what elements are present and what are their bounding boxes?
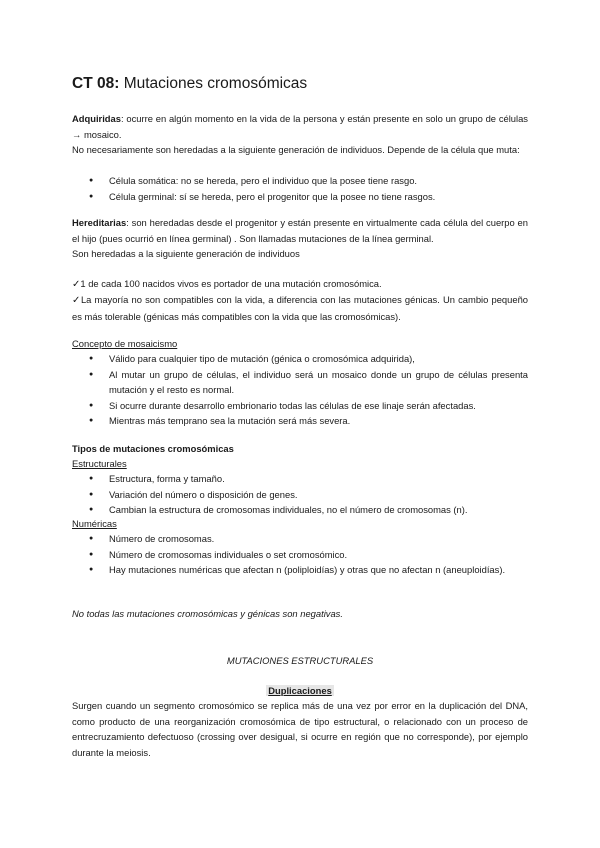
tipos-heading: Tipos de mutaciones cromosómicas	[72, 443, 234, 454]
list-item: ● Si ocurre durante desarrollo embrionario todas las células de ese linaje serán afectadas.	[72, 398, 528, 414]
section-heading: MUTACIONES ESTRUCTURALES	[226, 655, 374, 666]
list-item: ● Célula germinal: sí se hereda, pero el progenitor que la posee no tiene rasgos.	[72, 189, 528, 205]
mosaicismo-heading: Concepto de mosaicismo	[72, 338, 178, 349]
adquiridas-paragraph	[72, 111, 528, 142]
check-icon: ✓	[72, 279, 81, 290]
list-item: ● Variación del número o disposición de genes.	[72, 487, 528, 503]
duplicaciones-paragraph: Surgen cuando un segmento cromosómico se replica más de una vez por error en la duplicación del DNA, como producto de una reorganización cromosómica de tipo estructural, o relacionado con un proceso de entrecruzamiento defectuoso (crossing over desigual, si ocurre en región que no corresponde), por ejemplo durante la meiosis.	[72, 700, 528, 758]
adquiridas-text: : ocurre en algún momento en la vida de la persona y están presente en solo un grupo de células → mosaico.	[72, 113, 528, 140]
list-item: ● Al mutar un grupo de células, el individuo será un mosaico donde un grupo de células presenta mutación y el resto es normal.	[72, 367, 528, 398]
numericas-list	[72, 531, 528, 578]
estructurales-list	[72, 471, 528, 518]
list-item: ● Mientras más temprano sea la mutación será más severa.	[72, 413, 528, 429]
hereditarias-text: : son heredadas desde el progenitor y están presente en virtualmente cada célula del cuerpo en el hijo (pues ocurrió en línea germinal) . Son llamadas mutaciones de la línea germinal.	[72, 217, 528, 244]
mosaicismo-list	[72, 351, 528, 429]
title-code: CT 08:	[72, 75, 120, 92]
list-item: ● Número de cromosomas individuales o set cromosómico.	[72, 547, 528, 563]
fact-1	[72, 276, 528, 293]
estructurales-subheading: Estructurales	[72, 458, 127, 469]
check-icon: ✓	[72, 295, 81, 306]
hereditarias-paragraph-2: Son heredadas a la siguiente generación de individuos	[72, 248, 300, 259]
list-item: ● Estructura, forma y tamaño.	[72, 471, 528, 487]
list-item: ● Número de cromosomas.	[72, 531, 528, 547]
tipos-note: No todas las mutaciones cromosómicas y génicas son negativas.	[72, 608, 343, 619]
title-text: Mutaciones cromosómicas	[123, 75, 308, 92]
adquiridas-label: Adquiridas	[72, 113, 121, 124]
adquiridas-list	[72, 173, 528, 204]
list-item: ● Válido para cualquier tipo de mutación (génica o cromosómica adquirida),	[72, 351, 528, 367]
duplicaciones-heading: Duplicaciones	[268, 685, 332, 696]
list-item: ● Hay mutaciones numéricas que afectan n (poliploidías) y otras que no afectan n (aneuploidías).	[72, 562, 528, 578]
fact-1-text: 1 de cada 100 nacidos vivos es portador de una mutación cromosómica.	[80, 278, 382, 289]
list-item: ● Célula somática: no se hereda, pero el individuo que la posee tiene rasgo.	[72, 173, 528, 189]
hereditarias-paragraph	[72, 215, 528, 246]
page-title	[72, 74, 307, 94]
fact-2-text: La mayoría no son compatibles con la vida, a diferencia con las mutaciones génicas. Un cambio pequeño es más tolerable (génicas más compatibles con la vida que las cromosómicas).	[72, 294, 528, 322]
numericas-subheading: Numéricas	[72, 518, 117, 529]
hereditarias-label: Hereditarias	[72, 217, 127, 228]
duplicaciones-heading-wrap	[72, 683, 528, 699]
fact-2	[72, 292, 528, 324]
list-item: ● Cambian la estructura de cromosomas individuales, no el número de cromosomas (n).	[72, 502, 528, 518]
adquiridas-paragraph-2: No necesariamente son heredadas a la siguiente generación de individuos. Depende de la célula que muta:	[72, 144, 520, 155]
